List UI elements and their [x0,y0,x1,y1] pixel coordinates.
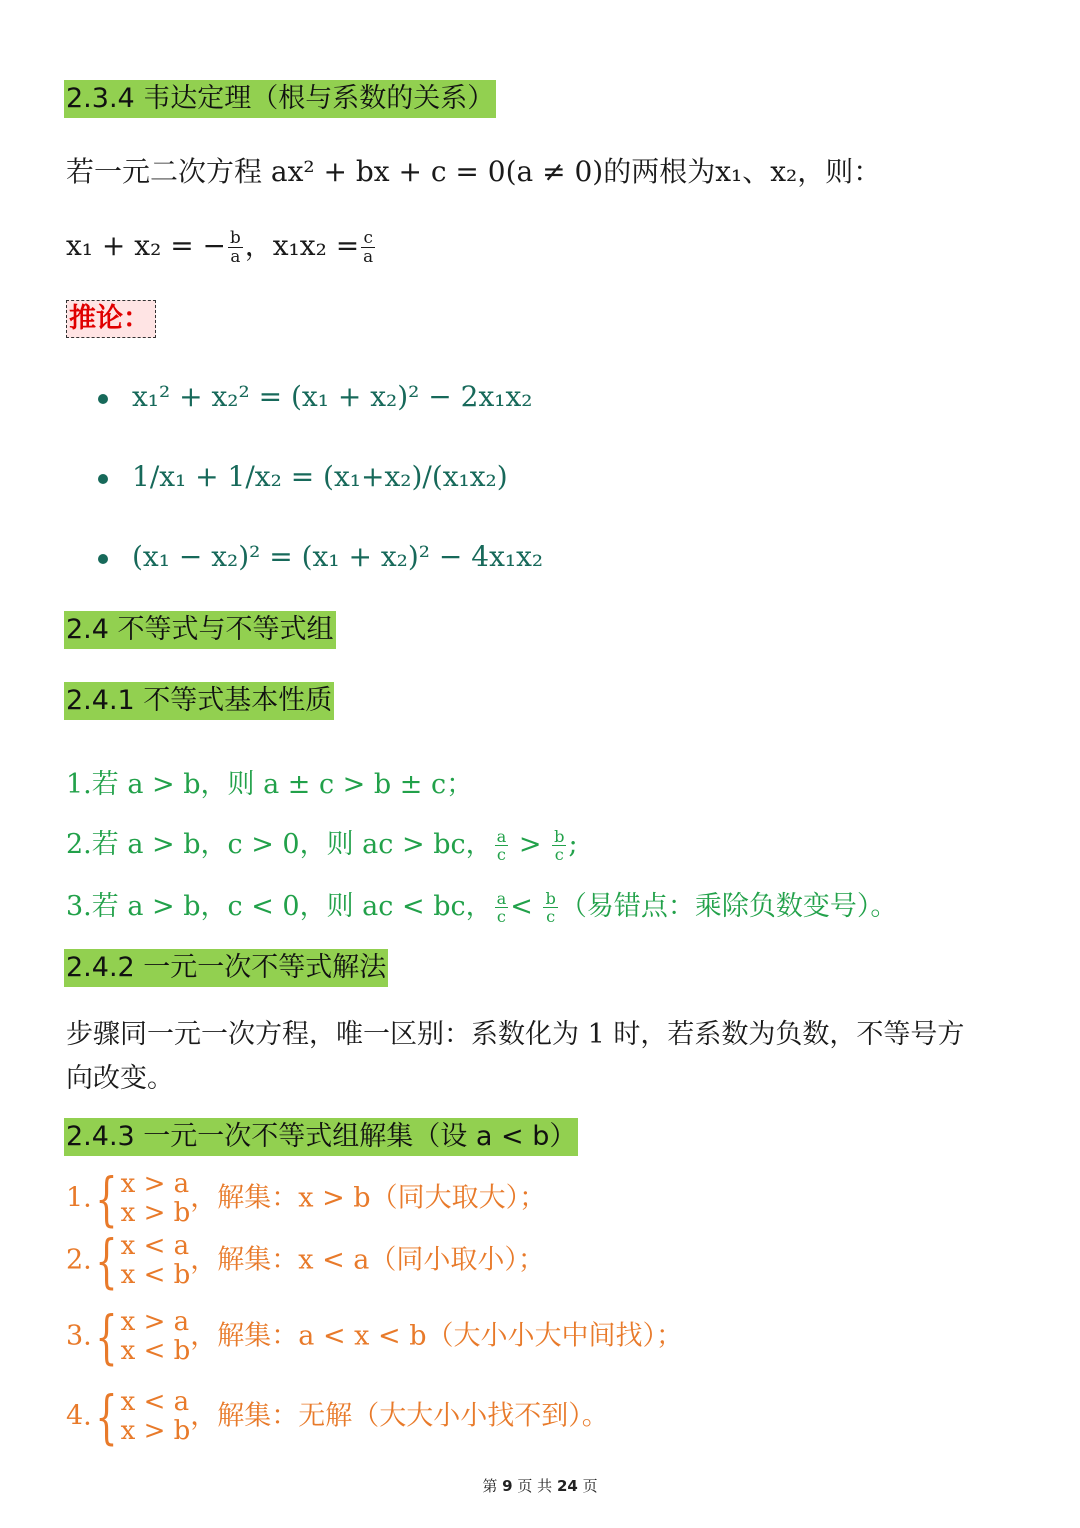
fraction-numerator: b [545,889,556,908]
solution-steps-line1: 步骤同一元一次方程，唯一区别：系数化为 1 时，若系数为负数，不等号方 [66,1019,965,1050]
left-brace-icon: { [95,1165,118,1233]
brace-system [92,1165,191,1233]
intro-equation: ax² + bx + c = 0(a ≠ 0) [270,155,604,188]
total-pages: 24 [556,1477,578,1495]
fraction-a-over-c [495,828,509,863]
case-solution: ，解集：x < a（同小取小）； [190,1244,545,1276]
inequality-rule-1: 1.若 a > b，则 a ± c > b ± c； [66,769,474,800]
fraction-numerator: a [496,889,507,908]
fraction-denominator: a [363,246,374,266]
corollary-item [98,460,508,493]
footer-middle: 页 共 [517,1477,553,1495]
inequality-rule-3: 3.若 a > b，c < 0，则 ac < bc， $\frac{a}{c}$ < $\frac{b}{c}$ （易错点：乘除负数变号）。 [66,889,898,926]
rule3-text: 3.若 a > b，c < 0，则 ac < bc， [66,891,493,922]
fraction-b-over-c [552,828,566,863]
inequality-rule-2: 2.若 a > b，c > 0，则 ac > bc， $\frac{a}{c}$ > $\frac{b}{c}$ ; [66,827,578,864]
fraction-c-over-a [361,229,375,265]
case-index: 1. [66,1182,92,1214]
bullet-icon [98,554,108,564]
left-brace-icon: { [95,1227,118,1295]
fraction-denominator: c [496,907,506,926]
fraction-numerator: b [554,827,565,846]
section-heading-2-3-4: 2.3.4 韦达定理（根与系数的关系） [64,80,496,118]
case-index: 3. [66,1320,92,1352]
brace-system [92,1303,191,1371]
rule3-note: （易错点：乘除负数变号）。 [559,891,898,922]
system-row: x > a [120,1307,190,1338]
section-heading-2-4: 2.4 不等式与不等式组 [64,611,336,649]
fraction-denominator: c [546,907,556,926]
system-case-1 [66,1165,547,1233]
system-row: x > b [120,1198,191,1228]
system-case-4 [66,1383,609,1451]
footer-prefix: 第 [482,1477,498,1495]
page-number: 9 [502,1477,513,1495]
fraction-numerator: c [363,227,373,248]
corollary-text: (x₁ − x₂)² = (x₁ + x₂)² − 4x₁x₂ [132,540,544,573]
vieta-formulas [66,224,377,266]
corollary-item [98,540,543,573]
section-heading-2-4-1: 2.4.1 不等式基本性质 [64,682,334,720]
fraction-denominator: c [554,845,564,864]
intro-suffix: 的两根为x₁、x₂，则： [603,155,882,188]
system-row: x < b [120,1260,191,1290]
solution-steps-line2: 向改变。 [66,1063,174,1094]
system-row: x > a [120,1169,190,1200]
fraction-numerator: a [496,827,507,846]
system-row: x > b [120,1416,191,1446]
fraction-numerator: b [230,227,241,248]
brace-system [92,1383,191,1451]
system-case-3 [66,1303,683,1371]
footer-suffix: 页 [582,1477,598,1495]
system-case-2 [66,1227,545,1295]
fraction-b-over-a [228,229,243,265]
case-solution: ，解集：x > b（同大取大）； [190,1182,547,1214]
formula-sum: x₁ + x₂ = − [66,229,227,262]
section-heading-2-4-3: 2.4.3 一元一次不等式组解集（设 a < b） [64,1118,578,1156]
fraction-denominator: a [230,246,241,266]
case-solution: ，解集：无解（大大小小找不到）。 [190,1400,609,1432]
left-brace-icon: { [95,1383,118,1451]
bullet-icon [98,474,108,484]
fraction-b-over-c [543,890,557,925]
case-index: 2. [66,1244,92,1276]
case-index: 4. [66,1400,92,1432]
case-solution: ，解集：a < x < b（大小小大中间找）； [190,1320,683,1352]
vieta-intro [66,150,881,190]
corollary-text: x₁² + x₂² = (x₁ + x₂)² − 2x₁x₂ [132,380,533,413]
intro-prefix: 若一元二次方程 [66,155,271,188]
system-row: x < b [120,1336,191,1366]
bullet-icon [98,394,108,404]
system-row: x < a [120,1231,190,1262]
left-brace-icon: { [95,1303,118,1371]
remark-label: 推论： [66,300,156,338]
fraction-a-over-c [495,890,509,925]
rule2-text: 2.若 a > b，c > 0，则 ac > bc， [66,829,493,860]
brace-system [92,1227,191,1295]
corollary-item [98,380,532,413]
fraction-denominator: c [496,845,506,864]
formula-product: ，x₁x₂ = [244,229,360,262]
page-footer [0,1475,1080,1496]
section-heading-2-4-2: 2.4.2 一元一次不等式解法 [64,949,388,987]
corollary-text: 1/x₁ + 1/x₂ = (x₁+x₂)/(x₁x₂) [132,460,508,493]
system-row: x < a [120,1387,190,1418]
